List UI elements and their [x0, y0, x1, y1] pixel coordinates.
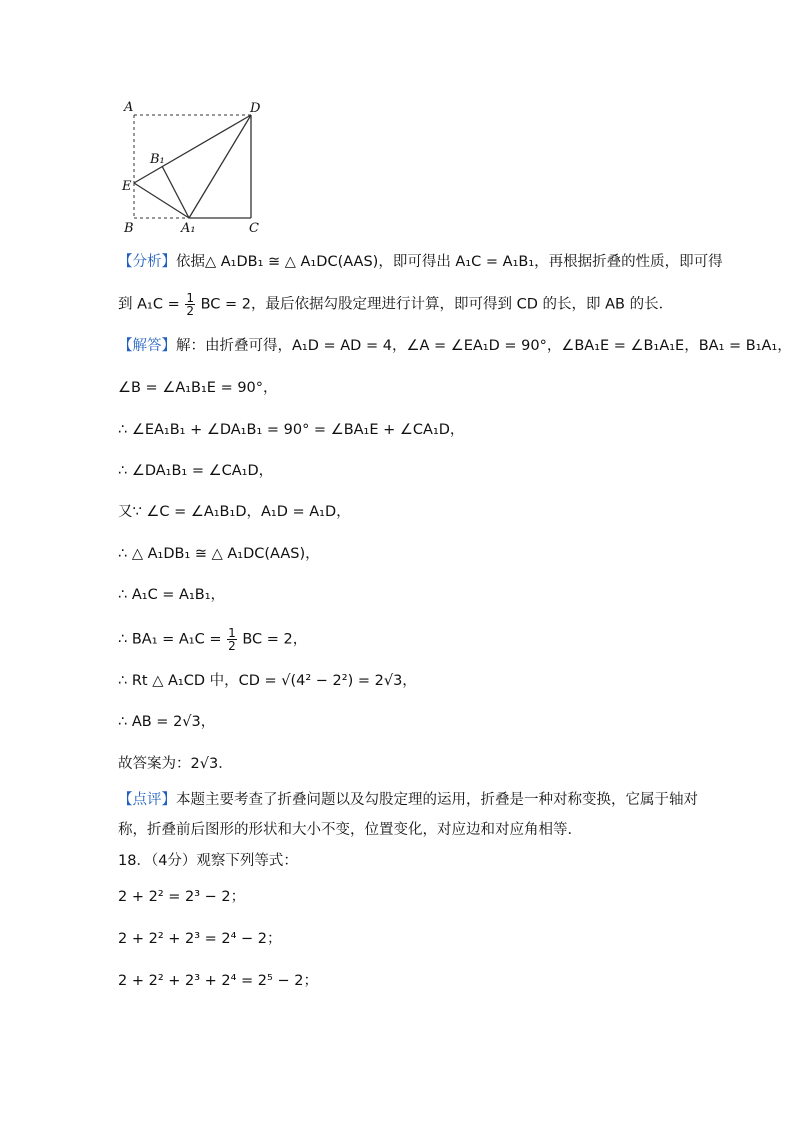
label-C: C [249, 221, 259, 236]
solution-line-2: ∠B = ∠A₁B₁E = 90°， [118, 380, 278, 396]
analysis-text-2-suffix: BC = 2，最后依据勾股定理进行计算，即可得到 CD 的长，即 AB 的长． [200, 296, 674, 313]
label-B: B [124, 221, 134, 236]
label-E: E [122, 179, 132, 194]
segment-ED [134, 115, 251, 183]
solution-text-8-suffix: BC = 2， [242, 631, 308, 648]
problem-18-heading: 18．（4分）观察下列等式： [118, 853, 298, 869]
geometry-figure [0, 0, 793, 240]
segment-DA1 [189, 115, 251, 218]
solution-line-7: ∴ A₁C = A₁B₁， [118, 587, 226, 603]
analysis-tag: 【分析】 [118, 254, 176, 270]
comment-line-2: 称，折叠前后图形的形状和大小不变，位置变化，对应边和对应角相等． [118, 822, 582, 838]
solution-line-3: ∴ ∠EA₁B₁ + ∠DA₁B₁ = 90° = ∠BA₁E + ∠CA₁D， [118, 422, 465, 438]
problem-18-eq-2: 2 + 2² + 2³ = 2⁴ − 2； [118, 931, 282, 947]
solution-line-9: ∴ Rt △ A₁CD 中，CD = √(4² − 2²) = 2√3， [118, 673, 417, 689]
solution-line-4: ∴ ∠DA₁B₁ = ∠CA₁D， [118, 463, 274, 479]
solution-text-8-prefix: ∴ BA₁ = A₁C = [118, 631, 222, 648]
comment-tag: 【点评】 [118, 792, 176, 808]
solution-text-1: 解：由折叠可得，A₁D = AD = 4，∠A = ∠EA₁D = 90°，∠BA₁E = ∠B₁A₁E，BA₁ = B₁A₁， [176, 338, 792, 354]
label-B1: B₁ [150, 152, 165, 167]
solution-line-1 [118, 336, 792, 356]
analysis-fraction: $\frac{1}{2}$ [186, 291, 194, 318]
problem-18-eq-3: 2 + 2² + 2³ + 2⁴ = 2⁵ − 2； [118, 973, 318, 989]
analysis-line-1 [118, 252, 723, 272]
label-D: D [250, 101, 261, 116]
analysis-text-2-prefix: 到 A₁C = [118, 296, 180, 313]
label-A: A [124, 100, 134, 115]
segment-EA1 [134, 183, 189, 218]
solution-tag: 【解答】 [118, 338, 176, 354]
analysis-line-2 [118, 292, 673, 317]
solution-line-6: ∴ △ A₁DB₁ ≅ △ A₁DC(AAS)， [118, 546, 320, 562]
comment-line-1 [118, 790, 698, 810]
solution-line-8 [118, 627, 307, 652]
problem-18-eq-1: 2 + 2² = 2³ − 2； [118, 889, 246, 905]
solution-line-5: 又∵ ∠C = ∠A₁B₁D，A₁D = A₁D， [118, 504, 351, 520]
solution-line-11: 故答案为：2√3． [118, 756, 233, 772]
comment-text-1: 本题主要考查了折叠问题以及勾股定理的运用，折叠是一种对称变换，它属于轴对 [176, 792, 698, 808]
segment-B1A1 [162, 166, 189, 218]
solution-line-10: ∴ AB = 2√3， [118, 714, 216, 730]
label-A1: A₁ [181, 221, 196, 236]
analysis-text-1: 依据△ A₁DB₁ ≅ △ A₁DC(AAS)，即可得出 A₁C = A₁B₁，再根据折叠的性质，即可得 [176, 254, 723, 270]
solution-fraction: $\frac{1}{2}$ [228, 626, 236, 653]
